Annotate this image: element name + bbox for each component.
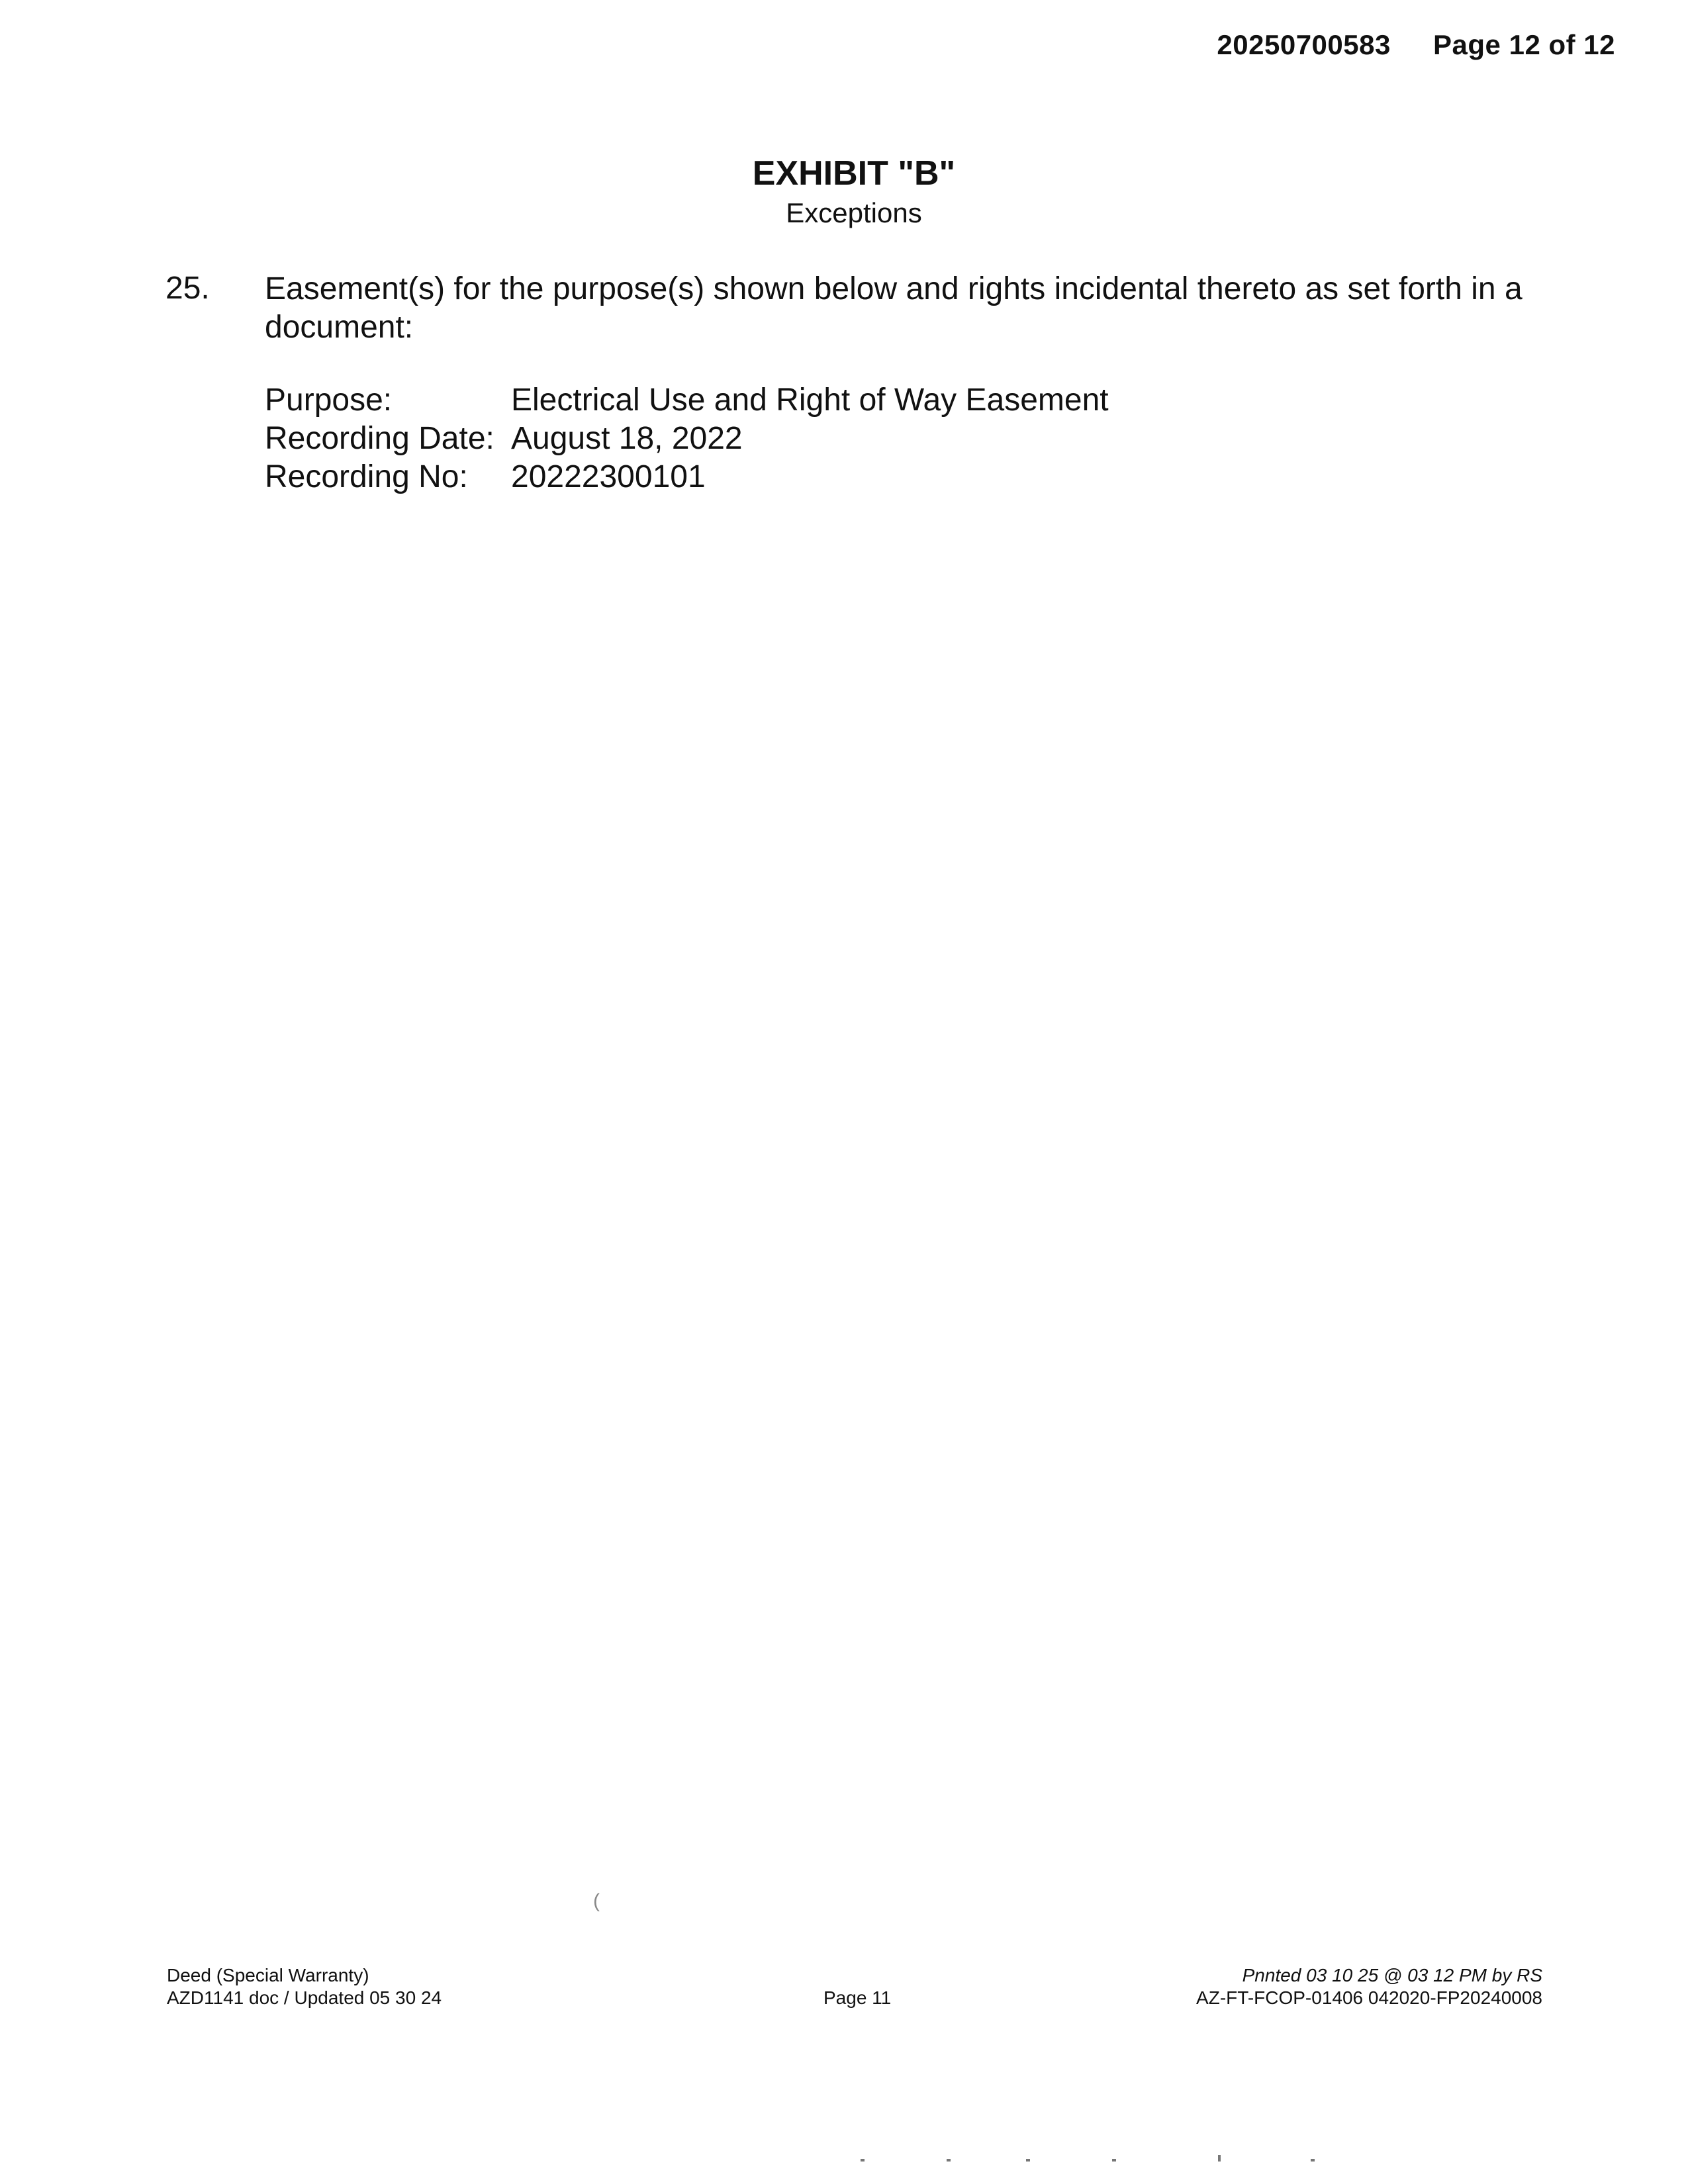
footer-printed-info: Pnnted 03 10 25 @ 03 12 PM by RS <box>1242 1965 1542 1985</box>
detail-row-recording-number <box>265 458 1109 496</box>
easement-details <box>265 381 1109 496</box>
footer-right <box>1196 1964 1542 2009</box>
speck <box>861 2159 865 2161</box>
item-number: 25. <box>165 271 210 306</box>
speck <box>1026 2159 1030 2161</box>
detail-row-purpose <box>265 381 1109 420</box>
scan-artifact-mark: ( <box>593 1890 600 1912</box>
document-number: 20250700583 <box>1217 29 1391 60</box>
detail-label: Recording Date: <box>265 421 494 456</box>
item-text: Easement(s) for the purpose(s) shown below and rights incidental thereto as set forth in a document: <box>265 271 1523 345</box>
footer-left <box>167 1964 442 2009</box>
document-header <box>1217 29 1615 61</box>
detail-value: 20222300101 <box>511 459 706 494</box>
speck <box>947 2159 951 2161</box>
detail-row-recording-date <box>265 420 1109 458</box>
exhibit-subtitle: Exceptions <box>786 197 922 228</box>
scan-edge-specks <box>861 2159 1364 2165</box>
detail-label: Purpose: <box>265 383 393 418</box>
footer-doc-version: AZD1141 doc / Updated 05 30 24 <box>167 1987 442 2008</box>
detail-label: Recording No: <box>265 459 468 494</box>
detail-value: August 18, 2022 <box>511 421 743 456</box>
exhibit-title: EXHIBIT "B" <box>752 154 956 193</box>
speck <box>1218 2155 1221 2161</box>
footer-form-code: AZ-FT-FCOP-01406 042020-FP20240008 <box>1196 1987 1542 2008</box>
footer-page-number: Page 11 <box>823 1987 892 2008</box>
speck <box>1112 2159 1116 2161</box>
footer-doc-type: Deed (Special Warranty) <box>167 1965 369 1985</box>
page-indicator: Page 12 of 12 <box>1433 29 1615 60</box>
detail-value: Electrical Use and Right of Way Easement <box>511 383 1109 418</box>
speck <box>1311 2159 1315 2161</box>
